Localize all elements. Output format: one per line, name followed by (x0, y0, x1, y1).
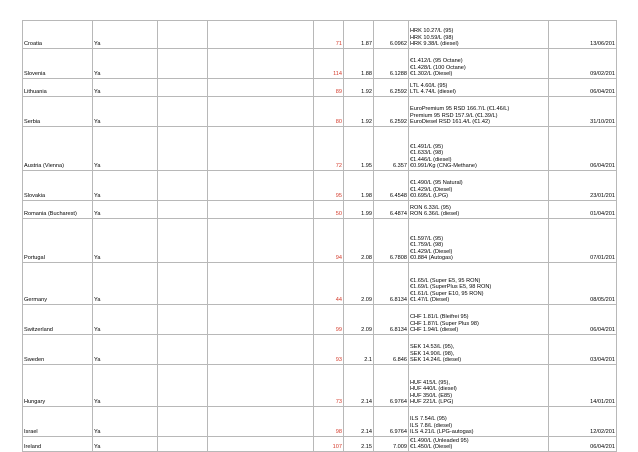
prices-cell (409, 49, 549, 79)
rate-cell: 6.2592 (374, 79, 409, 97)
flag-cell: Ya (93, 437, 158, 452)
date-cell: 03/04/201 (549, 335, 617, 365)
empty-cell (158, 21, 208, 49)
rate-cell: 6.9764 (374, 365, 409, 407)
ratio-cell: 2.1 (344, 335, 374, 365)
ratio-cell: 1.88 (344, 49, 374, 79)
empty-cell (208, 335, 314, 365)
ratio-cell: 2.09 (344, 305, 374, 335)
price-line: EuroDiesel RSD 161.4/L (€1.42) (410, 118, 491, 125)
date-cell: 31/10/201 (549, 97, 617, 127)
empty-cell (158, 305, 208, 335)
country-cell: Ireland (23, 437, 93, 452)
rank-cell: 73 (314, 365, 344, 407)
price-line: SEK 14.90/L (98), (410, 350, 455, 357)
empty-cell (208, 21, 314, 49)
ratio-cell: 2.09 (344, 263, 374, 305)
prices-cell (409, 21, 549, 49)
country-cell: Hungary (23, 365, 93, 407)
date-cell: 06/04/201 (549, 79, 617, 97)
price-line: €1.446/L (diesel) (410, 156, 452, 163)
rank-cell: 50 (314, 201, 344, 219)
date-cell: 06/04/201 (549, 437, 617, 452)
price-line: HUF 415/L (95), (410, 380, 450, 387)
rate-cell: 6.0962 (374, 21, 409, 49)
price-line: RON 6.33/L (95) (410, 204, 451, 211)
rank-cell: 94 (314, 219, 344, 263)
table-row (23, 127, 617, 171)
rate-cell: 6.8134 (374, 263, 409, 305)
table-row (23, 79, 617, 97)
price-line: HUF 440/L (diesel) (410, 386, 457, 393)
prices-cell (409, 305, 549, 335)
empty-cell (208, 79, 314, 97)
rank-cell: 72 (314, 127, 344, 171)
table-row (23, 201, 617, 219)
ratio-cell: 2.15 (344, 437, 374, 452)
prices-cell (409, 201, 549, 219)
table-row (23, 219, 617, 263)
table-row (23, 365, 617, 407)
price-line: ILS 4.21/L (LPG-autogas) (410, 428, 474, 435)
date-cell: 06/04/201 (549, 127, 617, 171)
table-row (23, 437, 617, 452)
country-cell: Austria (Vienna) (23, 127, 93, 171)
rank-cell: 114 (314, 49, 344, 79)
country-cell: Romania (Bucharest) (23, 201, 93, 219)
empty-cell (158, 263, 208, 305)
price-line: CHF 1.87/L (Super Plus 98) (410, 320, 479, 327)
rate-cell: 6.8134 (374, 305, 409, 335)
flag-cell: Ya (93, 305, 158, 335)
price-line: €0.991/Kg (CNG-Methane) (410, 162, 477, 169)
date-cell: 23/01/201 (549, 171, 617, 201)
table-row (23, 263, 617, 305)
ratio-cell: 2.14 (344, 407, 374, 437)
flag-cell: Ya (93, 407, 158, 437)
empty-cell (158, 407, 208, 437)
price-line: €1.47/L (Diesel) (410, 296, 450, 303)
country-cell: Sweden (23, 335, 93, 365)
price-line: €1.65/L (Super E5, 95 RON) (410, 278, 481, 285)
country-cell: Portugal (23, 219, 93, 263)
rank-cell: 99 (314, 305, 344, 335)
rate-cell: 6.357 (374, 127, 409, 171)
price-line: LTL 4.60/L (95) (410, 82, 448, 89)
empty-cell (158, 171, 208, 201)
price-line: RON 6.36/L (diesel) (410, 210, 460, 217)
date-cell: 07/01/201 (549, 219, 617, 263)
price-line: €1.412/L (95 Octane) (410, 58, 463, 65)
price-line: €1.302/L (Diesel) (410, 70, 453, 77)
empty-cell (208, 437, 314, 452)
price-line: €1.491/L (95) (410, 144, 444, 151)
price-line: €1.450/L (Diesel) (410, 443, 453, 450)
empty-cell (208, 127, 314, 171)
country-cell: Slovakia (23, 171, 93, 201)
country-cell: Germany (23, 263, 93, 305)
empty-cell (158, 79, 208, 97)
empty-cell (208, 407, 314, 437)
country-cell: Lithuania (23, 79, 93, 97)
table-row (23, 97, 617, 127)
prices-cell (409, 171, 549, 201)
ratio-cell: 1.99 (344, 201, 374, 219)
prices-cell (409, 219, 549, 263)
date-cell: 13/06/201 (549, 21, 617, 49)
price-line: HUF 221/L (LPG) (410, 398, 454, 405)
price-line: LTL 4.74/L (diesel) (410, 88, 456, 95)
rank-cell: 93 (314, 335, 344, 365)
price-line: €0.884 (Autogas) (410, 254, 453, 261)
table-row (23, 21, 617, 49)
date-cell: 01/04/201 (549, 201, 617, 219)
date-cell: 08/05/201 (549, 263, 617, 305)
flag-cell: Ya (93, 79, 158, 97)
rank-cell: 89 (314, 79, 344, 97)
flag-cell: Ya (93, 219, 158, 263)
empty-cell (208, 171, 314, 201)
country-cell: Switzerland (23, 305, 93, 335)
price-line: ILS 7.54/L (95) (410, 416, 447, 423)
table-row (23, 171, 617, 201)
price-line: €1.429/L (Diesel) (410, 186, 453, 193)
price-line: CHF 1.94/L (diesel) (410, 326, 459, 333)
empty-cell (158, 335, 208, 365)
date-cell: 09/02/201 (549, 49, 617, 79)
ratio-cell: 1.98 (344, 171, 374, 201)
prices-cell (409, 263, 549, 305)
rate-cell: 6.2592 (374, 97, 409, 127)
country-cell: Croatia (23, 21, 93, 49)
prices-cell (409, 407, 549, 437)
flag-cell: Ya (93, 201, 158, 219)
flag-cell: Ya (93, 49, 158, 79)
price-line: €1.633/L (98) (410, 150, 444, 157)
prices-cell (409, 127, 549, 171)
price-line: HRK 9.38/L (diesel) (410, 40, 459, 47)
empty-cell (158, 437, 208, 452)
price-line: SEK 14.24/L (diesel) (410, 356, 462, 363)
empty-cell (208, 201, 314, 219)
price-line: €1.490/L (95 Natural) (410, 180, 463, 187)
price-line: €0.695/L (LPG) (410, 192, 449, 199)
empty-cell (208, 305, 314, 335)
flag-cell: Ya (93, 97, 158, 127)
empty-cell (158, 127, 208, 171)
table-row (23, 407, 617, 437)
flag-cell: Ya (93, 127, 158, 171)
empty-cell (208, 219, 314, 263)
empty-cell (208, 49, 314, 79)
price-line: €1.428/L (100 Octane) (410, 64, 466, 71)
price-line: CHF 1.81/L (Bleifrei 95) (410, 314, 469, 321)
ratio-cell: 1.92 (344, 79, 374, 97)
country-cell: Israel (23, 407, 93, 437)
country-cell: Serbia (23, 97, 93, 127)
rank-cell: 98 (314, 407, 344, 437)
price-line: ILS 7.8/L (diesel) (410, 422, 453, 429)
ratio-cell: 1.87 (344, 21, 374, 49)
rate-cell: 7.009 (374, 437, 409, 452)
empty-cell (158, 97, 208, 127)
ratio-cell: 1.95 (344, 127, 374, 171)
rank-cell: 44 (314, 263, 344, 305)
rate-cell: 6.7808 (374, 219, 409, 263)
price-line: €1.759/L (98) (410, 242, 444, 249)
rate-cell: 6.1288 (374, 49, 409, 79)
price-line: HRK 10.27/L (95) (410, 28, 454, 35)
date-cell: 14/01/201 (549, 365, 617, 407)
fuel-price-table (22, 20, 617, 452)
price-line: €1.69/L (SuperPlus E5, 98 RON) (410, 284, 492, 291)
table-row (23, 335, 617, 365)
empty-cell (208, 263, 314, 305)
rank-cell: 71 (314, 21, 344, 49)
flag-cell: Ya (93, 335, 158, 365)
price-line: €1.490/L (Unleaded 95) (410, 437, 469, 444)
price-line: €1.429/L (Diesel) (410, 248, 453, 255)
price-line: Premium 95 RSD 157.9/L (€1.39/L) (410, 112, 498, 119)
rate-cell: 6.846 (374, 335, 409, 365)
prices-cell (409, 335, 549, 365)
empty-cell (158, 219, 208, 263)
price-line: SEK 14.53/L (95), (410, 344, 455, 351)
price-line: €1.597/L (95) (410, 236, 444, 243)
ratio-cell: 2.14 (344, 365, 374, 407)
flag-cell: Ya (93, 21, 158, 49)
empty-cell (158, 365, 208, 407)
rate-cell: 6.4548 (374, 171, 409, 201)
prices-cell (409, 79, 549, 97)
rank-cell: 95 (314, 171, 344, 201)
price-line: EuroPremium 95 RSD 166.7/L (€1.46/L) (410, 106, 510, 113)
table-row (23, 305, 617, 335)
date-cell: 06/04/201 (549, 305, 617, 335)
flag-cell: Ya (93, 263, 158, 305)
price-line: €1.61/L (Super E10, 95 RON) (410, 290, 484, 297)
rate-cell: 6.4874 (374, 201, 409, 219)
prices-cell (409, 437, 549, 452)
empty-cell (208, 365, 314, 407)
rate-cell: 6.9764 (374, 407, 409, 437)
table-body (23, 21, 617, 452)
empty-cell (208, 97, 314, 127)
date-cell: 12/02/201 (549, 407, 617, 437)
price-line: HUF 350/L (E85) (410, 392, 453, 399)
flag-cell: Ya (93, 171, 158, 201)
ratio-cell: 1.92 (344, 97, 374, 127)
price-line: HRK 10.59/L (98) (410, 34, 454, 41)
prices-cell (409, 97, 549, 127)
empty-cell (158, 49, 208, 79)
prices-cell (409, 365, 549, 407)
rank-cell: 80 (314, 97, 344, 127)
table-row (23, 49, 617, 79)
empty-cell (158, 201, 208, 219)
country-cell: Slovenia (23, 49, 93, 79)
ratio-cell: 2.08 (344, 219, 374, 263)
flag-cell: Ya (93, 365, 158, 407)
rank-cell: 107 (314, 437, 344, 452)
